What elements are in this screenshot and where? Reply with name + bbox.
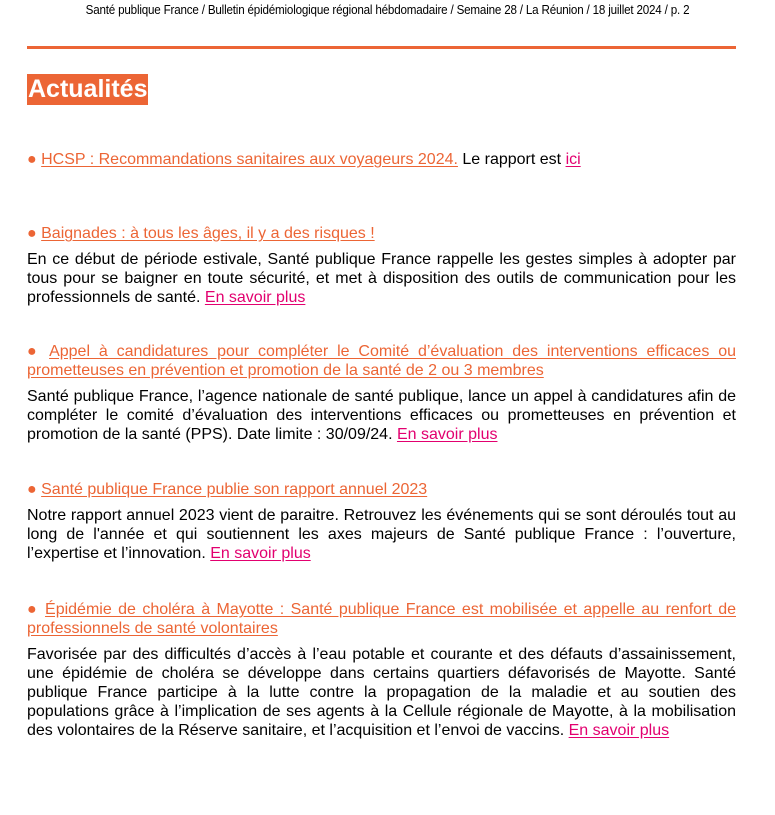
news-body-text: Santé publique France, l’agence nationale de santé publique, lance un appel à candidatures afin de compléter le comité d’évaluation des interventions efficaces ou prometteuses en prévention et promotion de la santé (PPS). Date limite : 30/09/24.: [27, 388, 736, 443]
news-item: [27, 600, 736, 740]
bullet-icon: ●: [27, 343, 42, 360]
bullet-icon: ●: [27, 601, 39, 618]
news-item: [27, 150, 736, 169]
read-more-link[interactable]: En savoir plus: [568, 722, 670, 739]
running-header: Santé publique France / Bulletin épidémiologique régional hébdomadaire / Semaine 28 / La Réunion / 18 juillet 2024 / p. 2: [85, 3, 690, 17]
bullet-icon: ●: [27, 481, 37, 498]
news-item: [27, 480, 736, 563]
news-title-link[interactable]: HCSP : Recommandations sanitaires aux voyageurs 2024.: [41, 151, 458, 168]
bullet-icon: ●: [27, 151, 37, 168]
news-inline-text: Le rapport est: [457, 151, 566, 168]
news-title-line: [27, 342, 736, 380]
news-title-link[interactable]: Santé publique France publie son rapport annuel 2023: [41, 481, 428, 498]
news-body: [27, 645, 736, 740]
news-body: [27, 387, 736, 444]
news-body-text: En ce début de période estivale, Santé publique France rappelle les gestes simples à adopter par tous pour se baigner en toute sécurité, et met à disposition des outils de communication pour les professionnels de santé.: [27, 251, 736, 306]
news-title-line: [27, 150, 736, 169]
read-more-link[interactable]: En savoir plus: [210, 545, 311, 562]
read-more-link[interactable]: En savoir plus: [204, 289, 306, 306]
header-divider: [27, 46, 736, 49]
report-link[interactable]: ici: [565, 151, 581, 168]
news-title-link[interactable]: Baignades : à tous les âges, il y a des risques !: [41, 225, 375, 242]
news-item: [27, 224, 736, 307]
news-title-link[interactable]: Épidémie de choléra à Mayotte : Santé publique France est mobilisée et appelle au renfort de professionnels de santé volontaires: [27, 601, 737, 637]
section-title: Actualités: [28, 75, 148, 103]
news-item: [27, 342, 736, 444]
news-title-link[interactable]: Appel à candidatures pour compléter le Comité d’évaluation des interventions efficaces ou prometteuses en prévention et promotion de la santé de 2 ou 3 membres: [27, 343, 736, 379]
news-body: [27, 506, 736, 563]
news-body-text: Favorisée par des difficultés d’accès à l’eau potable et courante et des défauts d’assainissement, une épidémie de choléra se développe dans certains quartiers défavorisés de Mayotte. Santé publique France participe à la lutte contre la propagation de la maladie et au soutien des populations grâce à l’implication de ses agents à la Cellule régionale de Mayotte, à la mobilisation des volontaires de la Réserve sanitaire, et l’acquisition et l’envoi de vaccins.: [27, 646, 736, 739]
news-title-line: [27, 224, 736, 243]
news-body: [27, 250, 736, 307]
news-title-line: [27, 600, 736, 638]
news-title-line: [27, 480, 736, 499]
news-body-text: Notre rapport annuel 2023 vient de paraitre. Retrouvez les événements qui se sont déroulés tout au long de l'année et qui soutiennent les axes majeurs de Santé publique France : l’ouverture, l’expertise et l’innovation.: [27, 507, 736, 562]
bullet-icon: ●: [27, 225, 37, 242]
read-more-link[interactable]: En savoir plus: [396, 426, 498, 443]
